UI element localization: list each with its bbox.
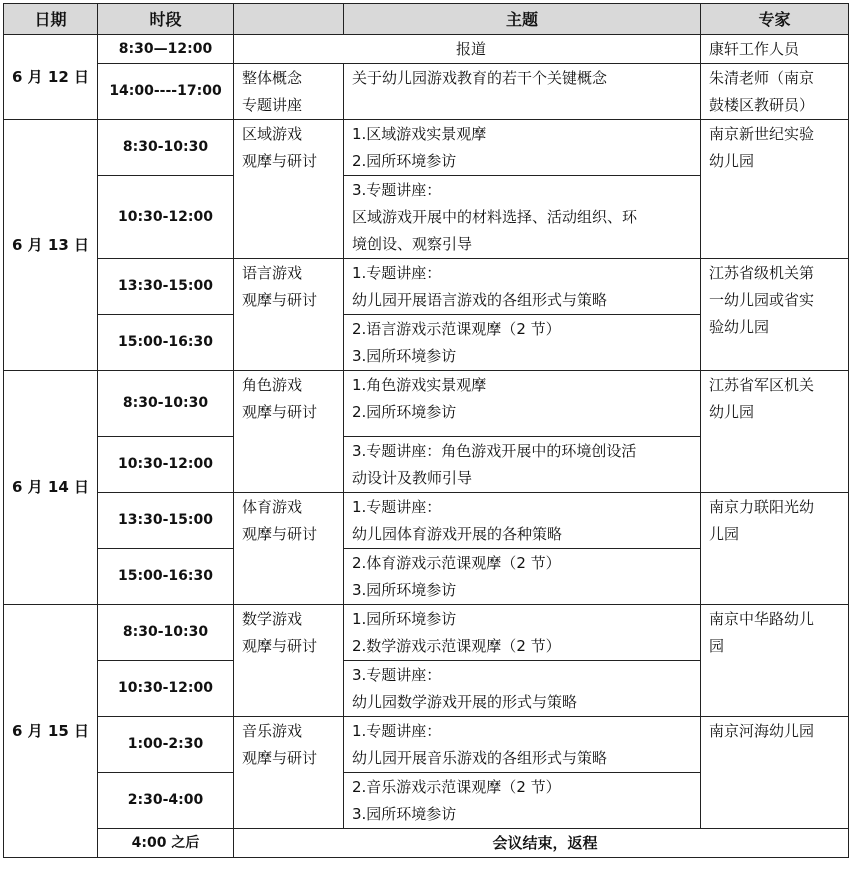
expert-cell bbox=[701, 371, 849, 493]
time-cell: 15:00-16:30 bbox=[98, 549, 234, 605]
topic-cell bbox=[344, 176, 701, 259]
expert-line: 南京河海幼儿园 bbox=[709, 722, 815, 740]
header-date: 日期 bbox=[4, 4, 98, 35]
topic-cell bbox=[344, 773, 701, 829]
header-topic: 主题 bbox=[344, 4, 701, 35]
date-cell: 6 月 13 日 bbox=[4, 120, 98, 371]
session-line: 观摩与研讨 bbox=[242, 403, 318, 421]
session-cell bbox=[234, 120, 344, 259]
session-line: 观摩与研讨 bbox=[242, 152, 318, 170]
expert-line: 幼儿园 bbox=[709, 403, 755, 421]
session-cell bbox=[234, 717, 344, 829]
topic-cell bbox=[344, 120, 701, 176]
session-line: 数学游戏 bbox=[242, 610, 303, 628]
expert-cell: 康轩工作人员 bbox=[701, 35, 849, 64]
session-cell bbox=[234, 605, 344, 717]
table-row bbox=[4, 717, 849, 773]
time-cell: 8:30-10:30 bbox=[98, 371, 234, 437]
topic-line: 幼儿园数学游戏开展的形式与策略 bbox=[352, 693, 578, 711]
topic-line: 3.园所环境参访 bbox=[352, 347, 457, 365]
expert-line: 儿园 bbox=[709, 525, 740, 543]
table-row bbox=[4, 120, 849, 176]
session-line: 专题讲座 bbox=[242, 96, 303, 114]
session-line: 体育游戏 bbox=[242, 498, 303, 516]
topic-line: 幼儿园开展语言游戏的各组形式与策略 bbox=[352, 291, 608, 309]
topic-line: 3.专题讲座：角色游戏开展中的环境创设活 bbox=[352, 442, 637, 460]
time-cell: 15:00-16:30 bbox=[98, 315, 234, 371]
topic-line: 1.角色游戏实景观摩 bbox=[352, 376, 487, 394]
topic-line: 3.园所环境参访 bbox=[352, 805, 457, 823]
session-line: 观摩与研讨 bbox=[242, 749, 318, 767]
session-cell bbox=[234, 64, 344, 120]
topic-line: 3.专题讲座： bbox=[352, 666, 442, 684]
time-cell: 4:00 之后 bbox=[98, 829, 234, 858]
session-line: 整体概念 bbox=[242, 69, 303, 87]
header-expert: 专家 bbox=[701, 4, 849, 35]
session-cell bbox=[234, 259, 344, 371]
session-line: 音乐游戏 bbox=[242, 722, 303, 740]
topic-cell bbox=[344, 661, 701, 717]
time-cell: 10:30-12:00 bbox=[98, 176, 234, 259]
time-cell: 13:30-15:00 bbox=[98, 259, 234, 315]
expert-cell bbox=[701, 64, 849, 120]
topic-line: 2.语言游戏示范课观摩（2 节） bbox=[352, 320, 561, 338]
time-cell: 8:30—12:00 bbox=[98, 35, 234, 64]
expert-line: 南京力联阳光幼 bbox=[709, 498, 815, 516]
header-session bbox=[234, 4, 344, 35]
table-row bbox=[4, 35, 849, 64]
header-row bbox=[4, 4, 849, 35]
session-line: 观摩与研讨 bbox=[242, 291, 318, 309]
topic-line: 3.专题讲座： bbox=[352, 181, 442, 199]
topic-line: 2.园所环境参访 bbox=[352, 152, 457, 170]
expert-cell bbox=[701, 717, 849, 829]
table-row bbox=[4, 371, 849, 437]
closing-cell: 会议结束，返程 bbox=[234, 829, 849, 858]
expert-line: 江苏省级机关第 bbox=[709, 264, 815, 282]
topic-cell bbox=[344, 259, 701, 315]
topic-line: 3.园所环境参访 bbox=[352, 581, 457, 599]
topic-cell bbox=[344, 605, 701, 661]
date-cell: 6 月 12 日 bbox=[4, 35, 98, 120]
topic-cell bbox=[344, 371, 701, 437]
topic-line: 境创设、观察引导 bbox=[352, 235, 473, 253]
time-cell: 8:30-10:30 bbox=[98, 120, 234, 176]
table-row bbox=[4, 605, 849, 661]
expert-line: 验幼儿园 bbox=[709, 318, 770, 336]
expert-line: 南京中华路幼儿 bbox=[709, 610, 815, 628]
topic-line: 1.专题讲座： bbox=[352, 722, 442, 740]
date-cell: 6 月 15 日 bbox=[4, 605, 98, 858]
topic-line: 1.专题讲座： bbox=[352, 498, 442, 516]
topic-line: 动设计及教师引导 bbox=[352, 469, 473, 487]
session-cell bbox=[234, 493, 344, 605]
time-cell: 2:30-4:00 bbox=[98, 773, 234, 829]
time-cell: 14:00----17:00 bbox=[98, 64, 234, 120]
expert-cell bbox=[701, 259, 849, 371]
expert-line: 朱清老师（南京 bbox=[709, 69, 815, 87]
session-line: 区域游戏 bbox=[242, 125, 303, 143]
time-cell: 1:00-2:30 bbox=[98, 717, 234, 773]
topic-cell: 报道 bbox=[234, 35, 701, 64]
expert-line: 鼓楼区教研员） bbox=[709, 96, 815, 114]
time-cell: 10:30-12:00 bbox=[98, 437, 234, 493]
expert-line: 江苏省军区机关 bbox=[709, 376, 815, 394]
topic-cell bbox=[344, 315, 701, 371]
topic-line: 1.园所环境参访 bbox=[352, 610, 457, 628]
schedule-table bbox=[3, 3, 849, 858]
expert-line: 南京新世纪实验 bbox=[709, 125, 815, 143]
topic-line: 1.专题讲座： bbox=[352, 264, 442, 282]
topic-line: 幼儿园开展音乐游戏的各组形式与策略 bbox=[352, 749, 608, 767]
topic-line: 幼儿园体育游戏开展的各种策略 bbox=[352, 525, 563, 543]
header-time: 时段 bbox=[98, 4, 234, 35]
topic-cell bbox=[344, 549, 701, 605]
session-line: 语言游戏 bbox=[242, 264, 303, 282]
expert-line: 一幼儿园或省实 bbox=[709, 291, 815, 309]
table-row bbox=[4, 259, 849, 315]
topic-line: 2.园所环境参访 bbox=[352, 403, 457, 421]
topic-line: 2.数学游戏示范课观摩（2 节） bbox=[352, 637, 561, 655]
topic-line: 2.音乐游戏示范课观摩（2 节） bbox=[352, 778, 561, 796]
session-line: 观摩与研讨 bbox=[242, 525, 318, 543]
table-row bbox=[4, 64, 849, 120]
topic-line: 区域游戏开展中的材料选择、活动组织、环 bbox=[352, 208, 638, 226]
topic-cell bbox=[344, 717, 701, 773]
topic-cell bbox=[344, 493, 701, 549]
session-line: 观摩与研讨 bbox=[242, 637, 318, 655]
time-cell: 10:30-12:00 bbox=[98, 661, 234, 717]
date-cell: 6 月 14 日 bbox=[4, 371, 98, 605]
table-row bbox=[4, 493, 849, 549]
session-cell bbox=[234, 371, 344, 493]
expert-cell bbox=[701, 605, 849, 717]
time-cell: 13:30-15:00 bbox=[98, 493, 234, 549]
expert-line: 园 bbox=[709, 637, 725, 655]
session-line: 角色游戏 bbox=[242, 376, 303, 394]
expert-cell bbox=[701, 120, 849, 259]
expert-cell bbox=[701, 493, 849, 605]
topic-cell: 关于幼儿园游戏教育的若干个关键概念 bbox=[344, 64, 701, 120]
time-cell: 8:30-10:30 bbox=[98, 605, 234, 661]
table-row bbox=[4, 829, 849, 858]
topic-line: 1.区域游戏实景观摩 bbox=[352, 125, 487, 143]
expert-line: 幼儿园 bbox=[709, 152, 755, 170]
topic-line: 2.体育游戏示范课观摩（2 节） bbox=[352, 554, 561, 572]
topic-cell bbox=[344, 437, 701, 493]
